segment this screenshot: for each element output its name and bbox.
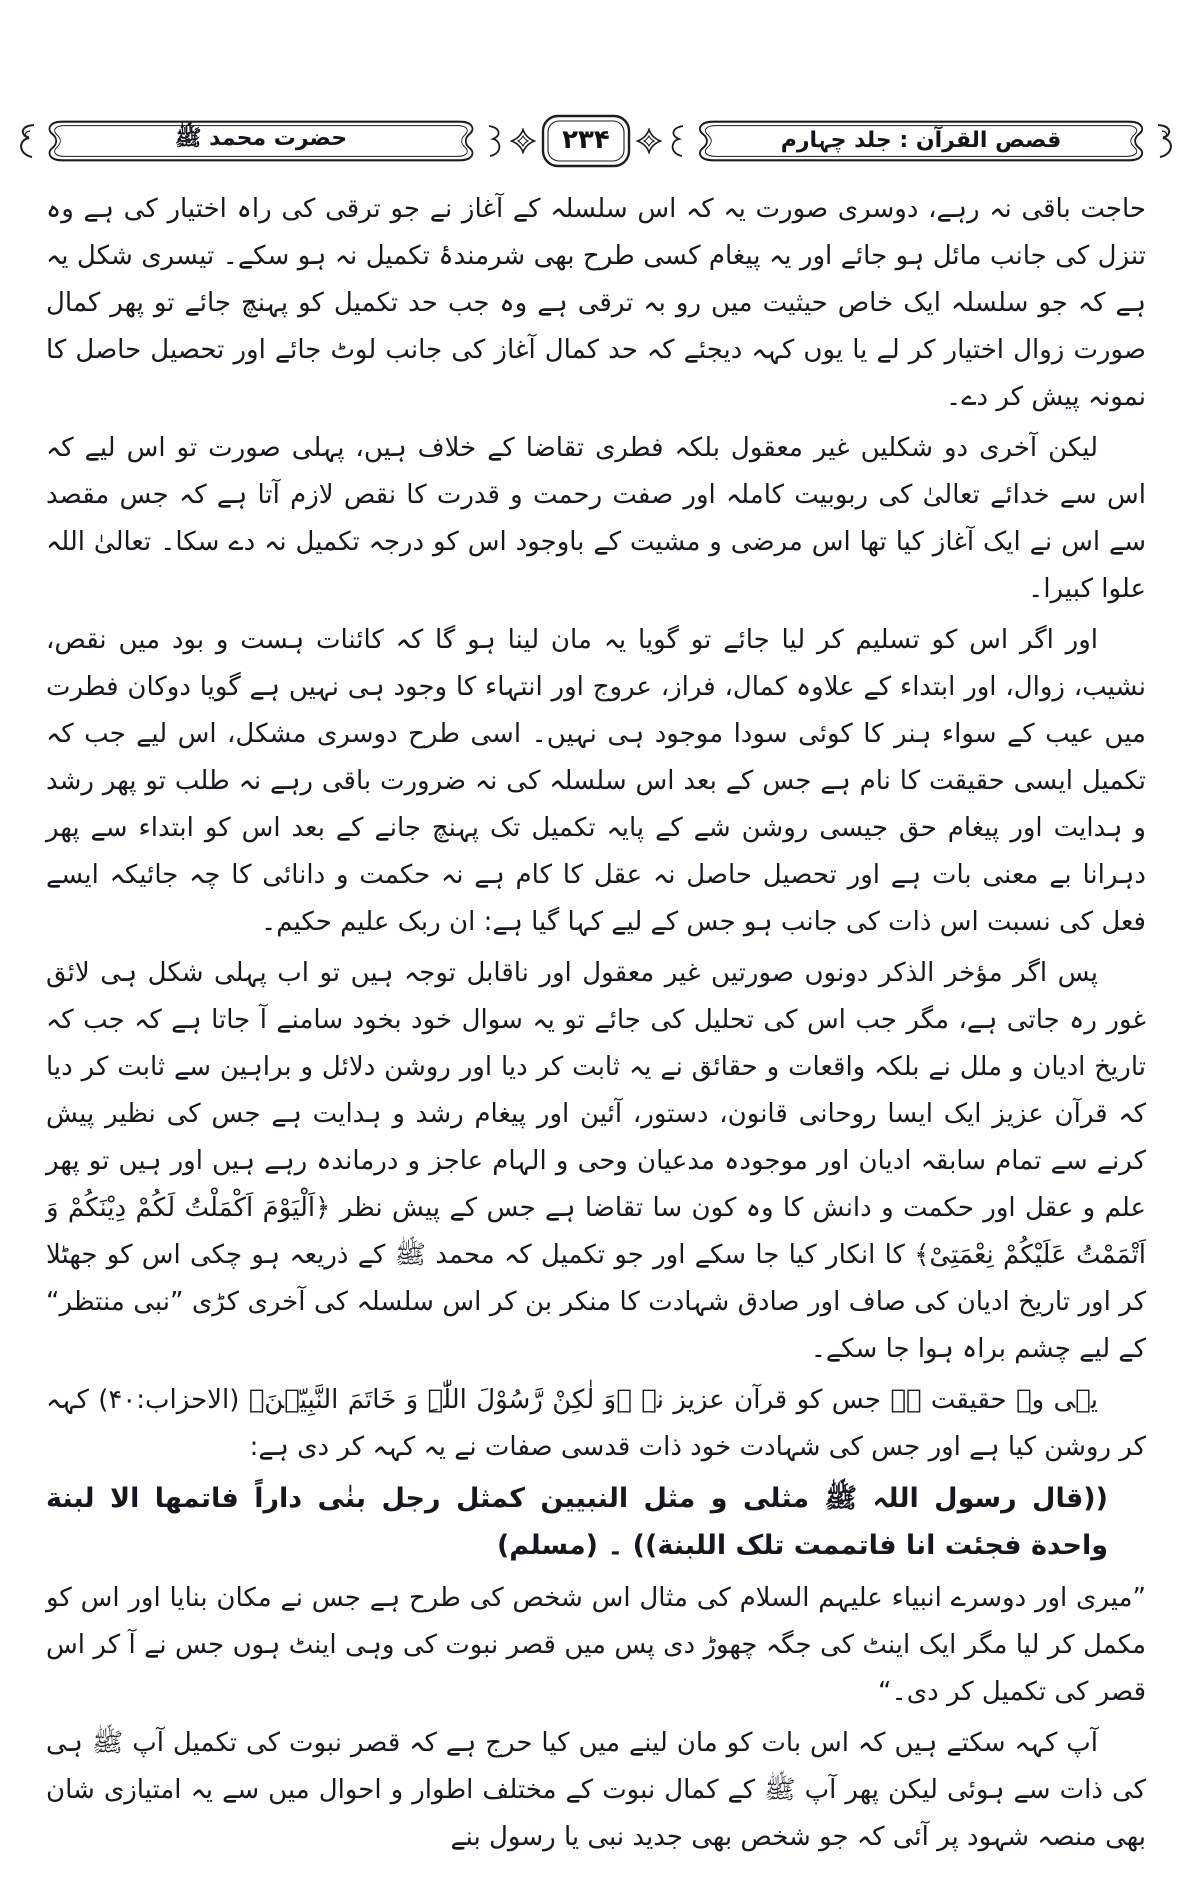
volume-title-cartouche [690, 115, 1152, 167]
diamond-ornament-icon [636, 121, 662, 161]
page-number-badge [540, 113, 632, 169]
hadith-translation: ”میری اور دوسرے انبیاء علیہم السلام کی مثال اس شخص کی طرح ہے جس نے مکان بنایا اور اس کو مکمل کر لیا مگر ایک اینٹ کی جگہ چھوڑ دی پس میں قصر نبوت کی وہی اینٹ ہوں جس نے آ کر اس قصر کی تکمیل کر دی۔“ [46, 1583, 1146, 1707]
hadith-quote: ((قال رسول اللہ ﷺ مثلی و مثل النبیین کمثل رجل بنٰی داراً فاتمھا الا لبنة واحدة فجئت انا فاتممت تلک اللبنة)) ۔ (مسلم) [46, 1483, 1108, 1561]
paragraph: اور اگر اس کو تسلیم کر لیا جائے تو گویا یہ مان لینا ہو گا کہ کائنات ہست و بود میں نقص، نشیب، زوال، اور ابتداء کے علاوہ کمال، فراز، عروج اور انتہاء کا وجود ہی نہیں ہے گویا دوکان فطرت میں عیب کے سواء ہنر کا کوئی سودا موجود ہی نہیں۔ اسی طرح دوسری مشکل، اس لیے جب کہ تکمیل ایسی حقیقت کا نام ہے جس کے بعد اس سلسلہ کی نہ ضرورت باقی رہے نہ طلب تو پھر رشد و ہدایت اور پیغام حق جیسی روشن شے کے پایہ تکمیل تک پہنچ جانے کے بعد اس کو ابتداء سے پھر دہرانا بے معنی بات ہے اور تحصیل حاصل نہ عقل کا کام ہے نہ حکمت و دانائی کا چہ جائیکہ ایسے فعل کی نسبت اس ذات کی جانب ہو جس کے لیے کہا گیا ہے: ان ربک علیم حکیم۔ [46, 625, 1146, 937]
chapter-title-cartouche [40, 115, 482, 167]
paragraph: آپ کہہ سکتے ہیں کہ اس بات کو مان لینے میں کیا حرج ہے کہ قصر نبوت کی تکمیل آپ ﷺ ہی کی ذات سے ہوئی لیکن پھر آپ ﷺ کے کمال نبوت کے مختلف اطوار و احوال میں سے یہ امتیازی شان بھی منصہ شہود پر آئی کہ جو شخص بھی جدید نبی یا رسول بنے [46, 1728, 1146, 1852]
page-body [46, 186, 1146, 1865]
edge-flourish-icon [1156, 121, 1178, 161]
diamond-ornament-icon [510, 121, 536, 161]
paragraph: پس اگر مؤخر الذکر دونوں صورتیں غیر معقول اور ناقابل توجہ ہیں تو اب پہلی شکل ہی لائق غور رہ جاتی ہے، مگر جب اس کی تحلیل کی جائے تو یہ سوال خود بخود سامنے آ جاتا ہے کہ جب کہ تاریخ ادیان و ملل نے بلکہ واقعات و حقائق نے یہ ثابت کر دیا اور روشن دلائل و براہین سے ثابت کر دیا کہ قرآن عزیز ایک ایسا روحانی قانون، دستور، آئین اور پیغام رشد و ہدایت ہے جس کی نظیر پیش کرنے سے تمام سابقہ ادیان اور موجودہ مدعیان وحی و الہام عاجز و درماندہ رہے ہیں اور ہیں تو پھر علم و عقل اور حکمت و دانش کا وہ کون سا تقاضا ہے جس کے پیش نظر ﴿اَلْیَوْمَ اَکْمَلْتُ لَکُمْ دِیْنَکُمْ وَ اَتْمَمْتُ عَلَیْکُمْ نِعْمَتِیْ﴾ کا انکار کیا جا سکے اور جو تکمیل کہ محمد ﷺ کے ذریعہ ہو چکی اس کو جھٹلا کر اور تاریخ ادیان کی صاف اور صادق شہادت کا منکر بن کر اس سلسلہ کی آخری کڑی ”نبی منتظر“ کے لیے چشم براہ ہوا جا سکے۔ [46, 958, 1146, 1364]
paragraph: یہی وہ حقیقت ہے جس کو قرآن عزیز نے ﴿وَ لٰکِنْ رَّسُوْلَ اللّٰہِ وَ خَاتَمَ النَّبِیّٖنَ﴾ (الاحزاب:۴۰) کہہ کر روشن کیا ہے اور جس کی شہادت خود ذات قدسی صفات نے یہ کہہ کر دی ہے: [46, 1385, 1146, 1462]
paragraph: حاجت باقی نہ رہے، دوسری صورت یہ کہ اس سلسلہ کے آغاز نے جو ترقی کی راہ اختیار کی ہے وہ تنزل کی جانب مائل ہو جائے اور یہ پیغام کسی طرح بھی شرمندۂ تکمیل نہ ہو سکے۔ تیسری شکل یہ ہے کہ جو سلسلہ ایک خاص حیثیت میں رو بہ ترقی ہے وہ جب حد تکمیل کو پہنچ جائے تو پھر کمال صورت زوال اختیار کر لے یا یوں کہہ دیجئے کہ حد کمال آغاز کی جانب لوٹ جائے اور تحصیل حاصل کا نمونہ پیش کر دے۔ [46, 194, 1146, 412]
volume-title: قصص القرآن : جلد چہارم [780, 127, 1062, 153]
chapter-title: حضرت محمد ﷺ [174, 126, 348, 151]
flourish-icon [486, 121, 506, 161]
flourish-icon [666, 121, 686, 161]
page-header [0, 110, 1192, 172]
edge-flourish-icon [14, 121, 36, 161]
paragraph: لیکن آخری دو شکلیں غیر معقول بلکہ فطری تقاضا کے خلاف ہیں، پہلی صورت تو اس لیے کہ اس سے خدائے تعالیٰ کی ربوبیت کاملہ اور صفت رحمت و قدرت کا نقص لازم آتا ہے کہ جس مقصد سے اس نے ایک آغاز کیا تھا اس مرضی و مشیت کے باوجود اس کو درجہ تکمیل نہ دے سکا۔ تعالیٰ اللہ علوا کبیرا۔ [46, 433, 1146, 604]
page-number: ۲۳۴ [562, 124, 610, 155]
